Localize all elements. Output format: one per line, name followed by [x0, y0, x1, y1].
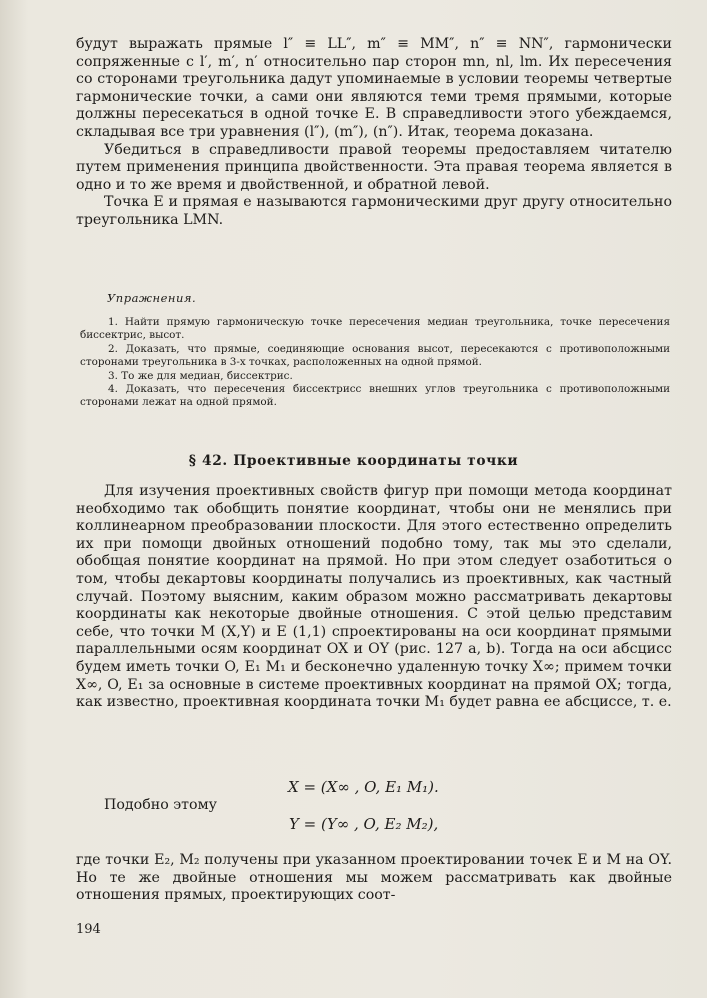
exercise-item: 2. Доказать, что прямые, соединяющие основания высот, пересекаются с противоположными сторонами треугольника в 3-х точках, расположенных на одной прямой. [80, 342, 670, 369]
paragraph-harmonic-definition: Точка E и прямая e называются гармоническими друг другу относительно треугольника LMN. [76, 194, 672, 228]
formula-y: Y = (Y∞ , O, E₂ M₂), [289, 815, 439, 833]
paragraph-proof-end: будут выражать прямые l″ ≡ LL″, m″ ≡ MM″, n″ ≡ NN″, гармонически сопряженные с l′, m′, n′ относительно пар сторон mn, nl, lm. Их пересечения со сторонами треугольника дадут упоминаемые в условии теоремы четвертые гармонические точки, а сами они являются теми тремя прямыми, которые должны пересекаться в одной точке E. В справедливости этого убеждаемся, складывая все три уравнения (l″), (m″), (n″). Итак, теорема доказана. [76, 36, 672, 140]
main-text [76, 483, 672, 712]
page-number: 194 [76, 922, 101, 937]
paragraph-dual-theorem: Убедиться в справедливости правой теоремы предоставляем читателю путем применения принципа двойственности. Эта правая теорема является в одно и то же время и двойственной, и обратной левой. [76, 141, 672, 193]
exercise-list [80, 316, 670, 410]
exercise-item: 4. Доказать, что пересечения биссектрисс внешних углов треугольника с противоположными сторонами лежат на одной прямой. [80, 383, 670, 409]
paragraph-projection: где точки E₂, M₂ получены при указанном проектировании точек E и M на OY. Но те же двойные отношения мы можем рассматривать как двойные отношения прямых, проектирующих соот- [76, 852, 672, 904]
similarly-label: Подобно этому [104, 797, 217, 813]
exercise-item: 1. Найти прямую гармоническую точке пересечения медиан треугольника, точке пересечения биссектрис, высот. [80, 316, 670, 342]
intro-block [76, 36, 672, 230]
section-title: § 42. Проективные координаты точки [188, 453, 519, 469]
exercises-title: Упражнения. [107, 291, 197, 305]
continuation-text [76, 852, 672, 905]
paragraph-projective-coordinates: Для изучения проективных свойств фигур при помощи метода координат необходимо так обобщить понятие координат, чтобы они не менялись при коллинеарном преобразовании плоскости. Для этого естественно определить их при помощи двойных отношений подобно тому, так мы это сделали, обобщая понятие координат на прямой. Но при этом следует озаботиться о том, чтобы декартовы координаты получались из проективных, как частный случай. Поэтому выясним, каким образом можно рассматривать декартовы координаты как некоторые двойные отношения. С этой целью представим себе, что точки M (X,Y) и E (1,1) спроектированы на оси координат прямыми параллельными осям координат OX и OY (рис. 127 a, b). Тогда на оси абсцисс будем иметь точки O, E₁ M₁ и бесконечно удаленную точку X∞; примем точки X∞, O, E₁ за основные в системе проективных координат на прямой OX; тогда, как известно, проективная координата точки M₁ будет равна ее абсциссе, т. е. [76, 483, 672, 711]
formula-x: X = (X∞ , O, E₁ M₁). [288, 778, 439, 796]
exercise-item: 3. То же для медиан, биссектрис. [108, 369, 293, 382]
